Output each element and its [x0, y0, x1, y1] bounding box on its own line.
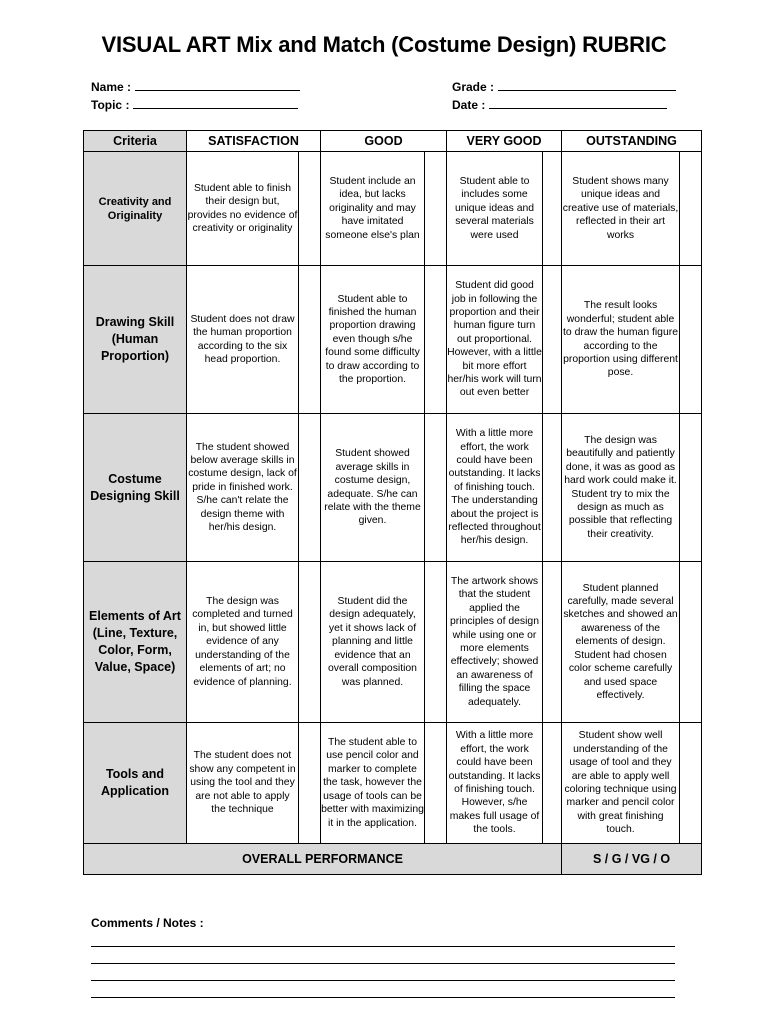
- topic-line[interactable]: [133, 97, 298, 109]
- outstanding-cell: The design was beautifully and patiently done, it was as good as hard work could make it. Student try to mix the design as much as possible that reflecting their creativity.: [562, 414, 680, 562]
- header-good: GOOD: [321, 131, 447, 152]
- date-label: Date :: [452, 98, 486, 112]
- overall-performance-label: OVERALL PERFORMANCE: [84, 844, 562, 875]
- date-field: [452, 97, 667, 112]
- table-row: [84, 266, 702, 414]
- score-box[interactable]: [425, 266, 447, 414]
- score-box[interactable]: [425, 723, 447, 844]
- name-label: Name :: [91, 80, 132, 94]
- score-box[interactable]: [680, 414, 702, 562]
- comment-line[interactable]: [91, 946, 675, 947]
- table-row: [84, 414, 702, 562]
- criteria-cell: Elements of Art (Line, Texture, Color, Form, Value, Space): [84, 562, 187, 723]
- good-cell: The student able to use pencil color and marker to complete the task, however the usage of tools can be better with maximizing it in the application.: [321, 723, 425, 844]
- very-good-cell: With a little more effort, the work could have been outstanding. It lacks of finishing touch. However, s/he makes full usage of the tools.: [447, 723, 543, 844]
- satisfaction-cell: The student showed below average skills in costume design, lack of pride in finished work. S/he can't relate the design theme with her/his design.: [187, 414, 299, 562]
- score-box[interactable]: [543, 562, 562, 723]
- date-line[interactable]: [489, 97, 667, 109]
- criteria-cell: Creativity and Originality: [84, 152, 187, 266]
- rubric-table: [83, 130, 702, 875]
- header-row: [84, 131, 702, 152]
- score-box[interactable]: [543, 152, 562, 266]
- score-box[interactable]: [543, 723, 562, 844]
- topic-field: [91, 97, 298, 112]
- header-outstanding: OUTSTANDING: [562, 131, 702, 152]
- score-box[interactable]: [680, 152, 702, 266]
- satisfaction-cell: Student able to finish their design but, provides no evidence of creativity or originality: [187, 152, 299, 266]
- comment-line[interactable]: [91, 980, 675, 981]
- name-line[interactable]: [135, 79, 300, 91]
- very-good-cell: With a little more effort, the work could have been outstanding. It lacks of finishing touch. The understanding about the project is reflected throughout her/his design.: [447, 414, 543, 562]
- score-box[interactable]: [425, 152, 447, 266]
- very-good-cell: Student did good job in following the proportion and their human figure turn out proportional. However, with a little bit more effort her/his work will turn out even better: [447, 266, 543, 414]
- score-box[interactable]: [299, 414, 321, 562]
- comments-label: Comments / Notes :: [91, 916, 204, 930]
- score-box[interactable]: [299, 152, 321, 266]
- page-title: VISUAL ART Mix and Match (Costume Design) RUBRIC: [101, 32, 667, 57]
- name-field: [91, 79, 300, 94]
- header-very-good: VERY GOOD: [447, 131, 562, 152]
- very-good-cell: The artwork shows that the student applied the principles of design while using one or more elements effectively; showed an awareness of filling the space adequately.: [447, 562, 543, 723]
- outstanding-cell: Student show well understanding of the usage of tool and they are able to apply well coloring technique using marker and pencil color with great finishing touch.: [562, 723, 680, 844]
- criteria-cell: Costume Designing Skill: [84, 414, 187, 562]
- overall-scale[interactable]: S / G / VG / O: [562, 844, 702, 875]
- satisfaction-cell: The student does not show any competent in using the tool and they are not able to apply the technique: [187, 723, 299, 844]
- table-row: [84, 562, 702, 723]
- topic-label: Topic :: [91, 98, 130, 112]
- good-cell: Student include an idea, but lacks originality and may have imitated someone else's plan: [321, 152, 425, 266]
- table-row: [84, 723, 702, 844]
- very-good-cell: Student able to includes some unique ideas and several materials were used: [447, 152, 543, 266]
- score-box[interactable]: [425, 414, 447, 562]
- satisfaction-cell: The design was completed and turned in, but showed little evidence of any understanding of the elements of art; no evidence of planning.: [187, 562, 299, 723]
- score-box[interactable]: [299, 723, 321, 844]
- grade-field: [452, 79, 676, 94]
- satisfaction-cell: Student does not draw the human proportion according to the six head proportion.: [187, 266, 299, 414]
- score-box[interactable]: [680, 266, 702, 414]
- score-box[interactable]: [543, 266, 562, 414]
- grade-line[interactable]: [498, 79, 676, 91]
- header-criteria: Criteria: [84, 131, 187, 152]
- good-cell: Student did the design adequately, yet it shows lack of planning and little evidence that an overall composition was planned.: [321, 562, 425, 723]
- score-box[interactable]: [680, 562, 702, 723]
- outstanding-cell: The result looks wonderful; student able to draw the human figure according to the proportion using different pose.: [562, 266, 680, 414]
- score-box[interactable]: [299, 562, 321, 723]
- table-row: [84, 152, 702, 266]
- criteria-cell: Tools and Application: [84, 723, 187, 844]
- outstanding-cell: Student planned carefully, made several sketches and showed an awareness of the elements of design. Student had chosen color scheme carefully and used space effectively.: [562, 562, 680, 723]
- comment-line[interactable]: [91, 997, 675, 998]
- score-box[interactable]: [425, 562, 447, 723]
- score-box[interactable]: [680, 723, 702, 844]
- good-cell: Student able to finished the human proportion drawing even though s/he found some difficulty to draw according to the proportion.: [321, 266, 425, 414]
- score-box[interactable]: [543, 414, 562, 562]
- overall-row: [84, 844, 702, 875]
- comment-line[interactable]: [91, 963, 675, 964]
- score-box[interactable]: [299, 266, 321, 414]
- grade-label: Grade :: [452, 80, 495, 94]
- outstanding-cell: Student shows many unique ideas and creative use of materials, reflected in their art works: [562, 152, 680, 266]
- good-cell: Student showed average skills in costume design, adequate. S/he can relate with the theme given.: [321, 414, 425, 562]
- criteria-cell: Drawing Skill (Human Proportion): [84, 266, 187, 414]
- header-satisfaction: SATISFACTION: [187, 131, 321, 152]
